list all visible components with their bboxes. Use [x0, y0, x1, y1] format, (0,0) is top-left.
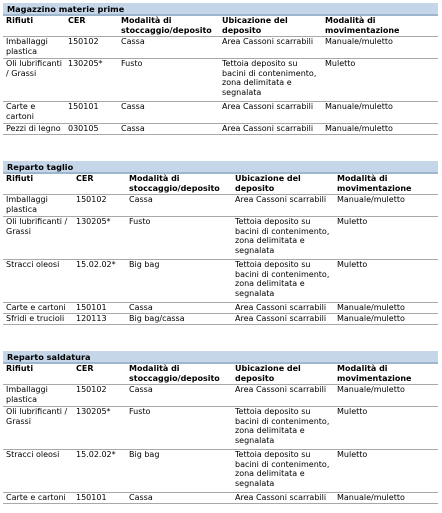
waste-table — [3, 363, 438, 504]
table-header-row — [3, 364, 438, 385]
cell: 030105 — [65, 124, 118, 135]
table-row — [3, 385, 438, 407]
cell: Cassa — [118, 102, 219, 124]
cell: Cassa — [118, 124, 219, 135]
cell: 130205* — [73, 217, 126, 260]
col-header: CER — [73, 174, 126, 195]
col-header: Modalità di stoccaggio/deposito — [118, 16, 219, 37]
table-row — [3, 217, 438, 260]
cell: Tettoia deposito su bacini di contenimento, zona delimitata e segnalata — [232, 450, 334, 493]
cell: Area Cassoni scarrabili — [232, 493, 334, 504]
cell: Tettoia deposito su bacini di contenimento, zona delimitata e segnalata — [232, 260, 334, 303]
cell: Tettoia deposito su bacini di contenimento, zona delimitata e segnalata — [219, 59, 322, 102]
cell: 150102 — [73, 195, 126, 217]
col-header: CER — [73, 364, 126, 385]
col-header: Rifiuti — [3, 364, 73, 385]
cell: Oli lubrificanti / Grassi — [3, 59, 65, 102]
cell: Big bag/cassa — [126, 314, 232, 325]
cell: Manuale/muletto — [322, 124, 438, 135]
cell: Muletto — [334, 217, 438, 260]
cell: Muletto — [334, 407, 438, 450]
table-row — [3, 195, 438, 217]
cell: 120113 — [73, 314, 126, 325]
col-header: Modalità di movimentazione — [334, 174, 438, 195]
cell: Area Cassoni scarrabili — [232, 195, 334, 217]
cell: Cassa — [126, 493, 232, 504]
cell: Muletto — [334, 260, 438, 303]
table-row — [3, 407, 438, 450]
cell: Fusto — [118, 59, 219, 102]
cell: Big bag — [126, 260, 232, 303]
cell: Tettoia deposito su bacini di contenimento, zona delimitata e segnalata — [232, 407, 334, 450]
cell: 150101 — [73, 493, 126, 504]
cell: Cassa — [126, 385, 232, 407]
col-header: Modalità di stoccaggio/deposito — [126, 364, 232, 385]
cell: Cassa — [126, 303, 232, 314]
col-header: Modalità di stoccaggio/deposito — [126, 174, 232, 195]
cell: Cassa — [118, 37, 219, 59]
cell: Imballaggi plastica — [3, 195, 73, 217]
cell: 150102 — [73, 385, 126, 407]
cell: Big bag — [126, 450, 232, 493]
cell: 150101 — [73, 303, 126, 314]
section-title: Magazzino materie prime — [3, 3, 438, 15]
cell: Carte e cartoni — [3, 303, 73, 314]
table-header-row — [3, 174, 438, 195]
cell: Manuale/muletto — [334, 314, 438, 325]
cell: Muletto — [334, 450, 438, 493]
cell: Stracci oleosi — [3, 450, 73, 493]
cell: Manuale/muletto — [334, 195, 438, 217]
col-header: Ubicazione del deposito — [219, 16, 322, 37]
table-row — [3, 102, 438, 124]
table-row — [3, 450, 438, 493]
cell: Area Cassoni scarrabili — [232, 314, 334, 325]
table-row — [3, 303, 438, 314]
col-header: CER — [65, 16, 118, 37]
cell: Cassa — [126, 195, 232, 217]
col-header: Modalità di movimentazione — [322, 16, 438, 37]
col-header: Modalità di movimentazione — [334, 364, 438, 385]
cell: Oli lubrificanti / Grassi — [3, 217, 73, 260]
section-magazzino — [3, 3, 438, 135]
cell: Stracci oleosi — [3, 260, 73, 303]
cell: Area Cassoni scarrabili — [232, 385, 334, 407]
cell: 15.02.02* — [73, 450, 126, 493]
table-row — [3, 59, 438, 102]
cell: Muletto — [322, 59, 438, 102]
cell: Area Cassoni scarrabili — [219, 124, 322, 135]
cell: Carte e cartoni — [3, 493, 73, 504]
col-header: Ubicazione del deposito — [232, 364, 334, 385]
cell: Manuale/muletto — [334, 303, 438, 314]
cell: Fusto — [126, 217, 232, 260]
col-header: Ubicazione del deposito — [232, 174, 334, 195]
table-row — [3, 37, 438, 59]
col-header: Rifiuti — [3, 16, 65, 37]
table-row — [3, 124, 438, 135]
cell: 130205* — [65, 59, 118, 102]
cell: Manuale/muletto — [322, 102, 438, 124]
cell: 150102 — [65, 37, 118, 59]
col-header: Rifiuti — [3, 174, 73, 195]
waste-table — [3, 173, 438, 325]
cell: Pezzi di legno — [3, 124, 65, 135]
cell: Area Cassoni scarrabili — [219, 37, 322, 59]
cell: Manuale/muletto — [322, 37, 438, 59]
section-reparto-taglio — [3, 161, 438, 325]
cell: Manuale/muletto — [334, 493, 438, 504]
cell: Fusto — [126, 407, 232, 450]
table-row — [3, 260, 438, 303]
cell: 15.02.02* — [73, 260, 126, 303]
table-header-row — [3, 16, 438, 37]
cell: Area Cassoni scarrabili — [219, 102, 322, 124]
cell: 130205* — [73, 407, 126, 450]
cell: Area Cassoni scarrabili — [232, 303, 334, 314]
cell: Carte e cartoni — [3, 102, 65, 124]
waste-table — [3, 15, 438, 135]
table-row — [3, 314, 438, 325]
table-row — [3, 493, 438, 504]
section-title: Reparto saldatura — [3, 351, 438, 363]
cell: Tettoia deposito su bacini di contenimento, zona delimitata e segnalata — [232, 217, 334, 260]
cell: Imballaggi plastica — [3, 37, 65, 59]
section-title: Reparto taglio — [3, 161, 438, 173]
cell: Manuale/muletto — [334, 385, 438, 407]
section-reparto-saldatura — [3, 351, 438, 504]
cell: Sfridi e trucioli — [3, 314, 73, 325]
cell: Oli lubrificanti / Grassi — [3, 407, 73, 450]
cell: 150101 — [65, 102, 118, 124]
cell: Imballaggi plastica — [3, 385, 73, 407]
